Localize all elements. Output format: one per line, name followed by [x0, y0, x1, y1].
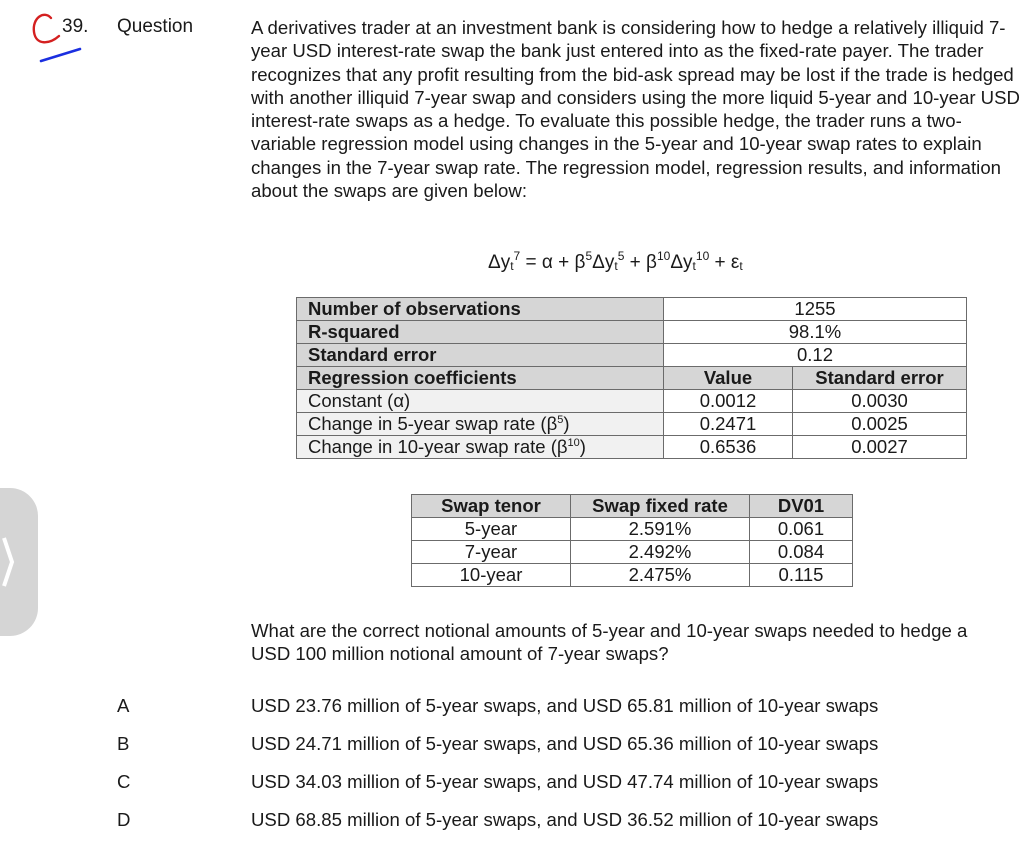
option-a-text[interactable]: USD 23.76 million of 5-year swaps, and USD 65.81 million of 10-year swaps — [251, 695, 879, 716]
table-row — [297, 344, 967, 367]
option-b-text[interactable]: USD 24.71 million of 5-year swaps, and USD 65.36 million of 10-year swaps — [251, 733, 879, 754]
swap-fixed-rate: 2.475% — [571, 564, 750, 587]
summary-value: 1255 — [664, 298, 967, 321]
coefficient-se: 0.0025 — [793, 413, 967, 436]
column-header: Standard error — [793, 367, 967, 390]
option-c-text[interactable]: USD 34.03 million of 5-year swaps, and USD 47.74 million of 10-year swaps — [251, 771, 879, 792]
option-d-text[interactable]: USD 68.85 million of 5-year swaps, and USD 36.52 million of 10-year swaps — [251, 809, 879, 830]
swap-dv01: 0.061 — [750, 518, 853, 541]
regression-formula: $\Delta y_t^7 = \alpha + \beta^5\Delta y_t^5 + \beta^{10}\Delta y_t^{10} + \varepsilon_t$ — [488, 249, 743, 273]
question-prompt: What are the correct notional amounts of 5-year and 10-year swaps needed to hedge a USD 100 million notional amount of 7-year swaps? — [251, 620, 968, 665]
chevron-right-icon — [0, 488, 38, 636]
column-header: Regression coefficients — [297, 367, 664, 390]
option-b-letter[interactable]: B — [117, 733, 130, 754]
table-row — [297, 413, 967, 436]
summary-label: R-squared — [297, 321, 664, 344]
handwritten-underline — [41, 49, 80, 61]
table-header-row — [297, 367, 967, 390]
coefficient-label: Change in 10-year swap rate $(\beta^{10})$ — [297, 436, 664, 459]
column-header: Swap fixed rate — [571, 495, 750, 518]
coefficient-value: 0.6536 — [664, 436, 793, 459]
summary-value: 0.12 — [664, 344, 967, 367]
coefficient-se: 0.0030 — [793, 390, 967, 413]
table-row — [297, 321, 967, 344]
table-row — [412, 518, 853, 541]
swap-dv01: 0.115 — [750, 564, 853, 587]
handwritten-c-mark — [34, 15, 59, 42]
swap-dv01: 0.084 — [750, 541, 853, 564]
table-row — [297, 436, 967, 459]
side-panel-handle[interactable] — [0, 488, 38, 636]
table-row — [297, 390, 967, 413]
question-stem: A derivatives trader at an investment bank is considering how to hedge a relatively illiquid 7-year USD interest-rate swap the bank just entered into as the fixed-rate payer. The trader recognizes that any profit resulting from the bid-ask spread may be lost if the trade is hedged with another illiquid 7-year swap and considers using the more liquid 5-year and 10-year USD interest-rate swaps as a hedge. To evaluate this possible hedge, the trader runs a two-variable regression model using changes in the 5-year and 10-year swap rates to explain changes in the 7-year swap rate. The regression model, regression results, and information about the swaps are given below: — [251, 17, 1020, 202]
regression-results-table — [296, 297, 967, 459]
summary-value: 98.1% — [664, 321, 967, 344]
column-header: Value — [664, 367, 793, 390]
swap-fixed-rate: 2.591% — [571, 518, 750, 541]
summary-label: Standard error — [297, 344, 664, 367]
question-number: 39. — [62, 16, 89, 37]
swap-tenor: 5-year — [412, 518, 571, 541]
table-row — [412, 541, 853, 564]
table-header-row — [412, 495, 853, 518]
coefficient-value: 0.0012 — [664, 390, 793, 413]
option-d-letter[interactable]: D — [117, 809, 131, 830]
option-a-letter[interactable]: A — [117, 695, 130, 716]
swap-info-table — [411, 494, 853, 587]
swap-fixed-rate: 2.492% — [571, 541, 750, 564]
coefficient-label: Change in 5-year swap rate $(\beta^5)$ — [297, 413, 664, 436]
swap-tenor: 7-year — [412, 541, 571, 564]
coefficient-value: 0.2471 — [664, 413, 793, 436]
option-c-letter[interactable]: C — [117, 771, 131, 792]
coefficient-label: Constant (α) — [297, 390, 664, 413]
table-row — [297, 298, 967, 321]
swap-tenor: 10-year — [412, 564, 571, 587]
coefficient-se: 0.0027 — [793, 436, 967, 459]
table-row — [412, 564, 853, 587]
summary-label: Number of observations — [297, 298, 664, 321]
column-header: DV01 — [750, 495, 853, 518]
column-header: Swap tenor — [412, 495, 571, 518]
question-label: Question — [117, 16, 194, 37]
